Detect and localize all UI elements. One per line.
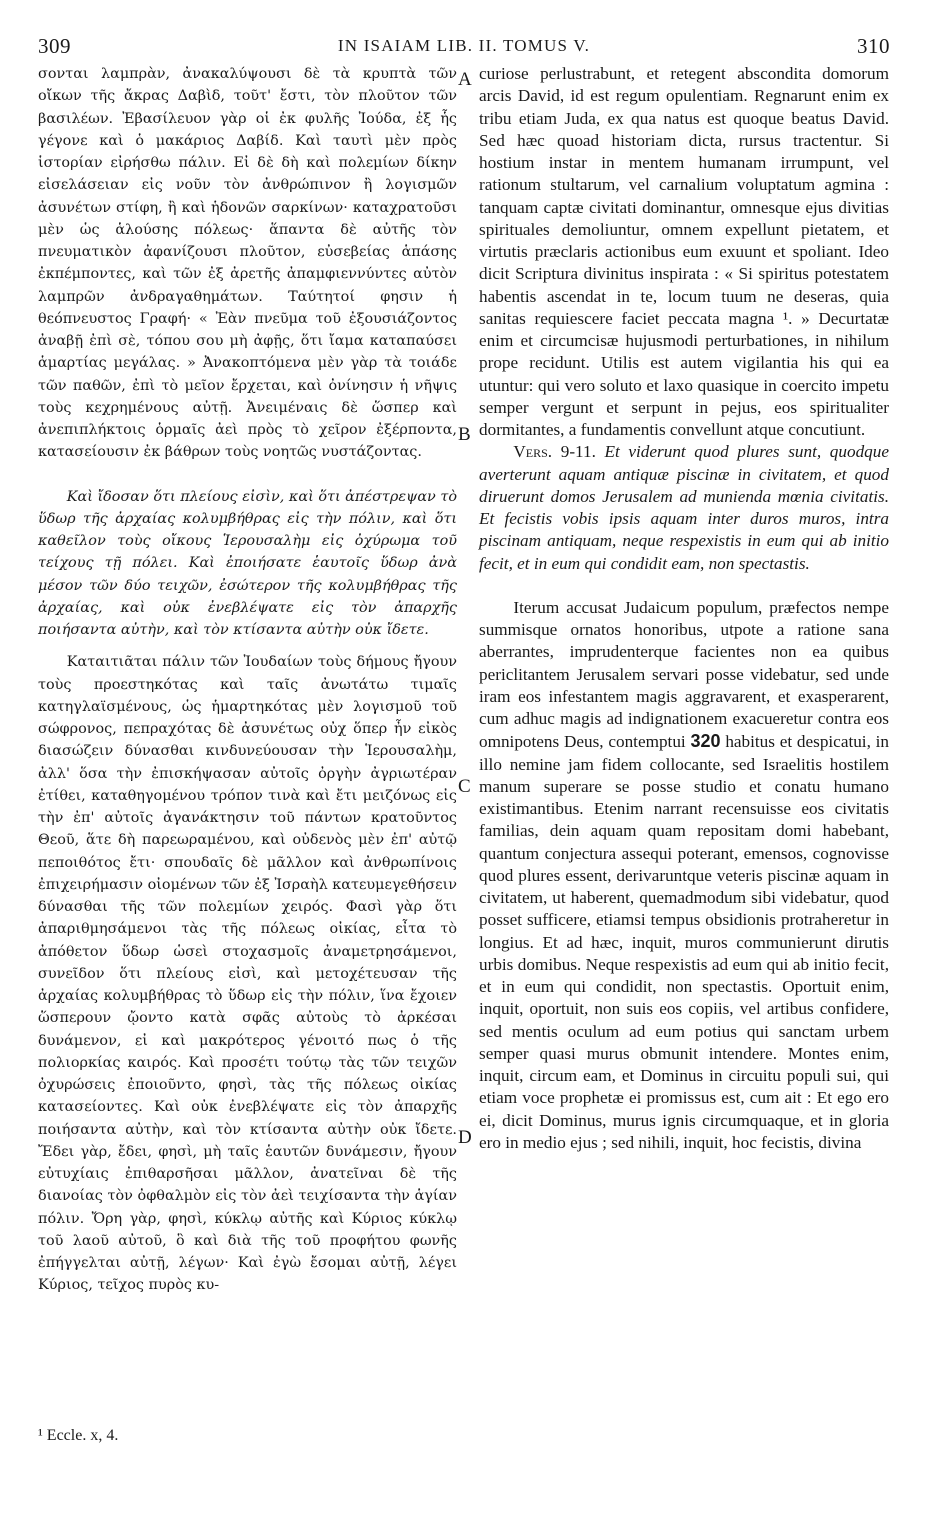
latin-column: [479, 63, 889, 1154]
greek-verse: Καὶ ἴδοσαν ὅτι πλείους εἰσὶν, καὶ ὅτι ἀπέστρεψαν τὸ ὕδωρ τῆς ἀρχαίας κολυμβήθρας εἰς τὴν πόλιν, καὶ ὅτι καθεῖλον τοὺς οἴκους Ἱερουσαλὴμ εἰς ὀχύρωμα τοῦ τείχους τῇ πόλει. Καὶ ἐποιήσατε ἑαυτοῖς ὕδωρ ἀνὰ μέσον τῶν δύο τειχῶν, ἐσώτερον τῆς κολυμβήθρας τῆς ἀρχαίας, καὶ οὐκ ἐνεβλέψατε εἰς τὸν ἀπαρχῆς ποιήσαντα αὐτὴν, καὶ τὸν κτίσαντα αὐτὴν οὐκ ἴδετε.: [38, 488, 457, 638]
greek-paragraph-2: Καταιτιᾶται πάλιν τῶν Ἰουδαίων τοὺς δήμους ἤγουν τοὺς προεστηκότας καὶ ταῖς ἀνωτάτω τιμαῖς κατηγλαϊσμένους, ὡς ἡμαρτηκότας μὲν λογισμοῦ τοῦ σώφρονος, πεπραχότας δὲ ἀσυνέτως οὐχ ὅπερ ἦν εἰκὸς διασώζειν δύνασθαι κινδυνεύουσαν τὴν Ἱερουσαλὴμ, ἀλλ' ὅσα τὴν ἐπισκήψασαν αὐτοῖς ὀργὴν ἀγριωτέραν ἐτίθει, καταθηγομένου τρόπον τινὰ καὶ ἔτι μειζόνως εἰς τὴν ἐπ' αὐτοῖς ἀγανάκτησιν τοῦ πάντων κρατοῦντος Θεοῦ, ἅτε δὴ παρεωραμένου, καὶ οὐδενὸς μὲν ἐπ' αὐτῷ πεποιθότος ἔτι· σπουδαῖς δὲ μᾶλλον καὶ ἀνθρωπίνοις ἐπιχειρήμασιν οἰομένων τῶν ἐξ Ἰσραὴλ κατευμεγεθήσειν δύνασθαι τῆς τῶν πολεμίων χειρός. Φασὶ γὰρ ὅτι ἀπαριθμησάμενοι τὰς τῆς πόλεως οἰκίας, εἶτα τὸ ἀπόθετον ὕδωρ ὡσεὶ στοχασμοῖς ἀναμετρησάμενοι, συνεῖδον ὅτι πλείους εἰσὶ, καὶ μετοχέτευσαν τῆς ἀρχαίας κολυμβήθρας τὸ ὕδωρ εἰς τὴν πόλιν, ἵνα ἔχοιεν ὥσπερουν ᾤοντο κατὰ σφᾶς αὐτοὺς τὸ ἀρκέσαι δυνάμενον, εἰ καὶ μακρότερος γένοιτό πως ὁ τῆς πολιορκίας καιρός. Καὶ προσέτι τούτῳ τὰς τῶν τειχῶν ὀχυρώσεις ἐποιοῦντο, φησὶ, τὰς τῆς πόλεως οἰκίας κατασείοντες. Καὶ οὐκ ἐνεβλέψατε εἰς τὸν ἀπαρχῆς ποιήσαντα αὐτὴν, καὶ τὸν κτίσαντα αὐτὴν οὐκ ἴδετε. Ἔδει γὰρ, ἔδει, φησὶ, μὴ ταῖς ἑαυτῶν δυνάμεσιν, ἤγουν εὐτυχίαις ἐπιθαρσῆσαι μᾶλλον, ἀνατεῖναι δὲ τῆς διανοίας τὸν ὀφθαλμὸν εἰς τὸν ἀεὶ τειχίσαντα τὴν ἁγίαν πόλιν. Ὄρη γὰρ, φησὶ, κύκλῳ αὐτῆς καὶ Κύριος κύκλῳ τοῦ λαοῦ αὐτοῦ, ὃ καὶ διὰ τῆς τοῦ προφήτου φωνῆς ἐπήγγελται αὐτῇ, λέγων· Καὶ ἐγὼ ἔσομαι αὐτῇ, λέγει Κύριος, τεῖχος πυρὸς κυ-: [38, 654, 457, 1294]
greek-column: [38, 63, 457, 1297]
latin-paragraph-2: [479, 597, 889, 1154]
latin-paragraph-2a: Iterum accusat Judaicum populum, præfectos nempe summisque ornatos honoribus, utpote a ratione sana aberrantes, imprudenterque facientes non ea quibus periclitantem Jerusalem servari posse videbatur, sed unde iram eos infestantem magis aggravarent, et exasperarent, cum adhuc magis ad indignationem exacueretur contra eos omnipotens Deus, contemptui: [479, 597, 889, 752]
page-number-right: 310: [857, 34, 890, 58]
footnote: ¹ Eccle. x, 4.: [38, 1427, 119, 1444]
latin-verse: [479, 441, 889, 575]
greek-paragraph-1: σονται λαμπρὰν, ἀνακαλύψουσι δὲ τὰ κρυπτὰ τῶν οἴκων τῆς ἄκρας Δαβὶδ, τοῦτ' ἔστι, τὸν πλοῦτον τῶν βασιλέων. Ἐβασίλευον γὰρ οἱ ἐκ φυλῆς Ἰούδα, ἐξ ἧς γέγονε καὶ ὁ μακάριος Δαβίδ. Καὶ ταυτὶ μὲν πρὸς ἱστορίαν εἰρήσθω πάλιν. Εἰ δὲ δὴ καὶ πολεμίων δίκην εἰσελάσειαν εἰς νοῦν τὸν ἀνθρώπινον ἢ λογισμῶν ἀσυνέτων στίφη, ἢ καὶ ἡδονῶν σαρκίνων· καταχρατοῦσι μὲν ὡς ἁλούσης πόλεως· ἅπαντα δὲ αὐτῆς τὸν πνευματικὸν ἀφανίζουσι πλοῦτον, εὐσεβείας ἁπάσης ἐκπέμποντες, καὶ τῶν ἐξ ἀρετῆς ἀπαμφιεννύντες αὐτὸν λαμπρῶν ἀνδραγαθημάτων. Ταύτητοί φησιν ἡ θεόπνευστος Γραφή· « Ἐὰν πνεῦμα τοῦ ἐξουσιάζοντος ἀναβῇ ἐπὶ σὲ, τόπου σου μὴ ἀφῇς, ὅτι ἴαμα καταπαύσει ἁμαρτίας μεγάλας. » Ἀνακοπτόμενα μὲν γὰρ τὰ τοιάδε τῶν παθῶν, ἐπὶ τὸ μεῖον ἔρχεται, καὶ ὀνίνησιν ἡ νῆψις τοὺς κεχρημένους αὐτῇ. Ἀνειμέναις δὲ ὥσπερ καὶ ἀνεπιπλήκτοις ὁρμαῖς ἀεὶ πρὸς τὸ χεῖρον ἐξέρποντα, κατασείουσιν ἐκ βάθρων τοὺς νοητῶς νυστάζοντας.: [38, 66, 457, 461]
verse-label: Vers. 9-11.: [513, 442, 596, 462]
margin-marker-a: A: [458, 69, 472, 90]
running-title: IN ISAIAM LIB. II. TOMUS V.: [337, 36, 591, 55]
margin-marker-b: B: [458, 424, 471, 445]
page-number-left: 309: [38, 34, 71, 58]
column-number: 320: [690, 731, 721, 752]
latin-paragraph-1: curiose perlustrabunt, et retegent abscondita domorum arcis David, id est regum opulentiam. Regnarunt enim ex tribu etiam Juda, ex qua natus est quoque beatus David. Sed hæc quoad historiam dicta, rursus tractentur. Si hostium instar in mentem humanam irrumpunt, vel rationum stultarum, vel carnalium voluptatum agmina : tanquam captæ civitati dominantur, omnesque ejus divitias spirituales demoliuntur, omnem expellunt pietatem, et virtutis præclaris actionibus eum exuunt et spoliant. Ideo dicit Scriptura divinitus inspirata : « Si spiritus potestatem habentis ascendat in te, locum tuum ne deseras, quia sanitas requiescere faciet peccata magna ¹. » Decurtatæ enim et circumcisæ hujusmodi perturbationes, in nihilum prope recidunt. Utilis est autem vigilantia his qui ea utuntur: qui vero soluto et laxo quasique in coercito impetu semper vergunt et serpunt in pejus, eos spiritualiter dormitantes, a fundamentis convellunt atque concutiunt.: [479, 64, 889, 439]
margin-marker-d: D: [458, 1127, 472, 1148]
latin-paragraph-2b: habitus et despicatui, in illo nemine jam fidem collocante, sed Israelitis hostilem manum superare se posse studio et conatu humano existimantibus. Etenim narrant recensuisse eos civitatis familias, dein aquam quam repositam domi habebant, quantum conjectura assequi poterant, emensos, cognovisse quod plures essent, derivaruntque veteris piscinæ aquam in civitatem, ut haberent, quemadmodum sibi videbatur, quod posset sufficere, etiamsi tempus obsidionis protraheretur in longius. Et ad hæc, inquit, muros communierunt dirutis urbis domibus. Neque respexistis ad eum qui ab initio fecit, et in eum qui condidit, non spectastis. Oportuit enim, inquit, oportuit, non suis eos copiis, vel artibus confidere, sed mentis oculum ad eum potius qui sanctam urbem semper quasi murus obmunit intendere. Montes enim, inquit, circum eam, et Dominus in circuitu populi sui, qui etiam voce prophetæ ei promissus est, cum ait : Et ego ero ei, dicit Dominus, murus ignis circumquaque, et in gloria ero in medio ejus ; sed nihili, inquit, hoc fecistis, divina: [479, 732, 890, 1152]
margin-marker-c: C: [458, 776, 471, 797]
latin-verse-text: Et viderunt quod plures sunt, quodque averterunt aquam antiquæ piscinæ in civitatem, et quod diruerunt domos Jerusalem ad munienda mœnia civitatis. Et fecistis vobis ipsis aquam inter duros muros, intra piscinam antiquam, neque respexistis in eum qui ab initio fecit, et in eum qui condidit eam, non spectastis.: [479, 442, 889, 573]
page-header: [38, 34, 890, 56]
